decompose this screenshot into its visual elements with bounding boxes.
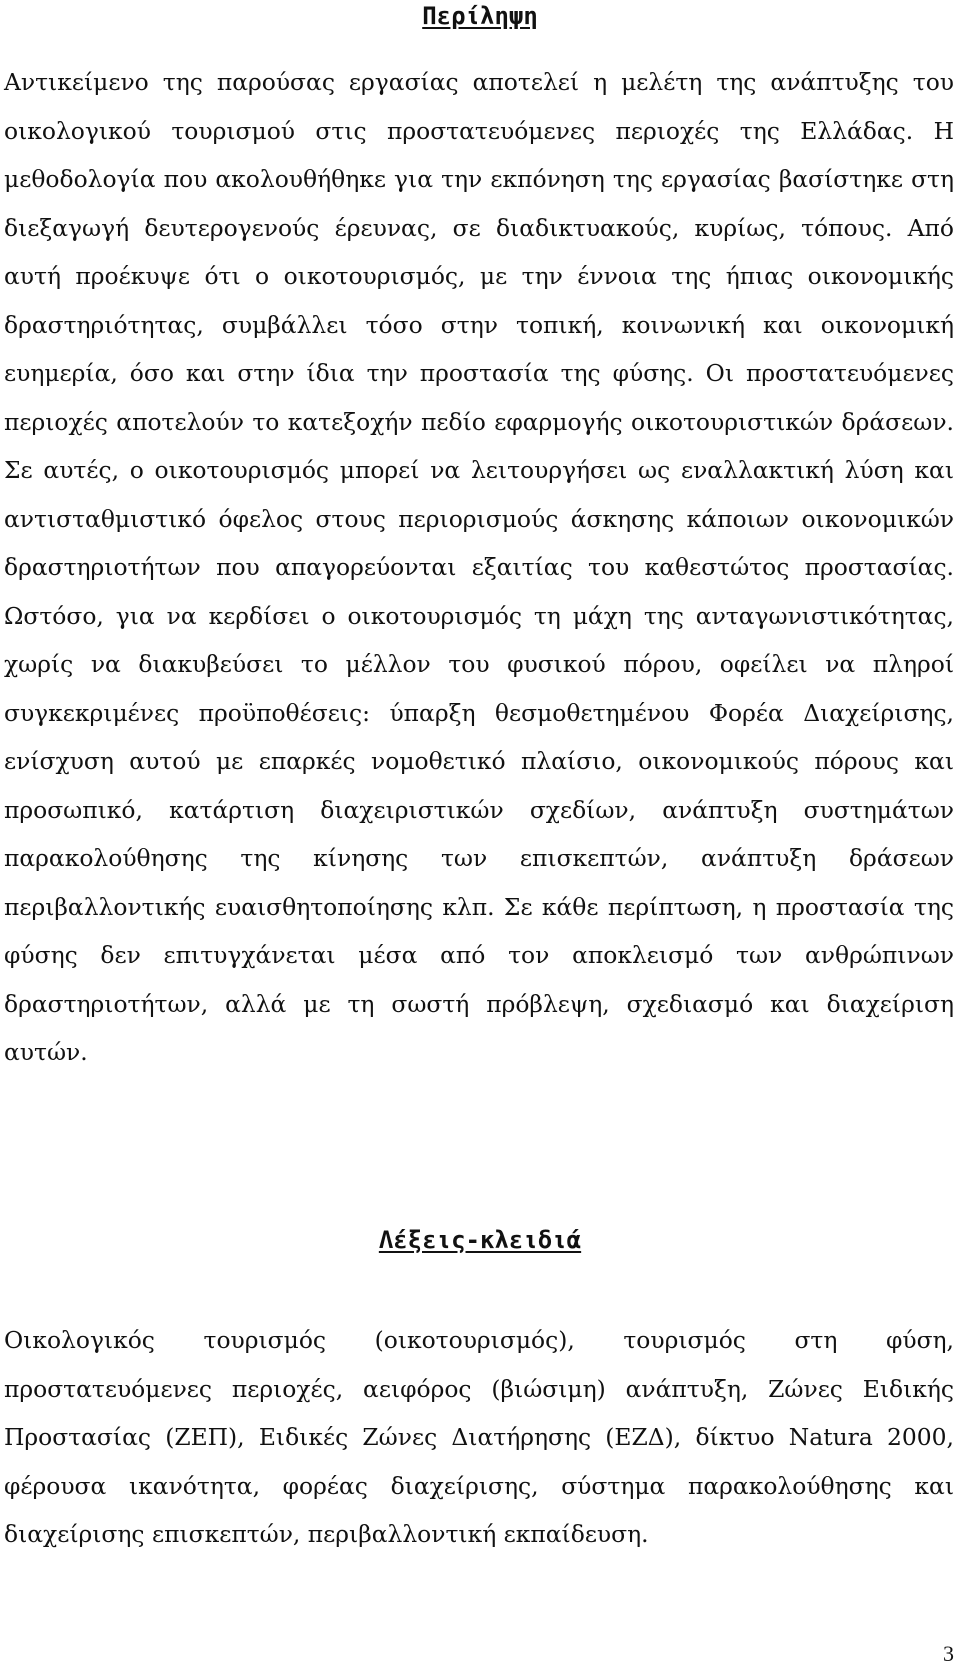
- page-number: 3: [943, 1641, 954, 1666]
- keywords-paragraph: Οικολογικός τουρισμός (οικοτουρισμός), τουρισμός στη φύση, προστατευόμενες περιοχές, αειφόρος (βιώσιμη) ανάπτυξη, Ζώνες Ειδικής Προστασίας (ΖΕΠ), Ειδικές Ζώνες Διατήρησης (ΕΖΔ), δίκτυο Natura 2000, φέρουσα ικανότητα, φορέας διαχείρισης, σύστημα παρακολούθησης και διαχείρισης επισκεπτών, περιβαλλοντική εκπαίδευση.: [4, 1326, 954, 1548]
- summary-paragraph: Αντικείμενο της παρούσας εργασίας αποτελεί η μελέτη της ανάπτυξης του οικολογικού τουρισμού στις προστατευόμενες περιοχές της Ελλάδας. Η μεθοδολογία που ακολουθήθηκε για την εκπόνηση της εργασίας βασίστηκε στη διεξαγωγή δευτερογενούς έρευνας, σε διαδικτυακούς, κυρίως, τόπους. Από αυτή προέκυψε ότι ο οικοτουρισμός, με την έννοια της ήπιας οικονομικής δραστηριότητας, συμβάλλει τόσο στην τοπική, κοινωνική και οικονομική ευημερία, όσο και στην ίδια την προστασία της φύσης. Οι προστατευόμενες περιοχές αποτελούν το κατεξοχήν πεδίο εφαρμογής οικοτουριστικών δράσεων. Σε αυτές, ο οικοτουρισμός μπορεί να λειτουργήσει ως εναλλακτική λύση και αντισταθμιστικό όφελος στους περιορισμούς άσκησης κάποιων οικονομικών δραστηριοτήτων που απαγορεύονται εξαιτίας του καθεστώτος προστασίας. Ωστόσο, για να κερδίσει ο οικοτουρισμός τη μάχη της ανταγωνιστικότητας, χωρίς να διακυβεύσει το μέλλον του φυσικού πόρου, οφείλει να πληροί συγκεκριμένες προϋποθέσεις: ύπαρξη θεσμοθετημένου Φορέα Διαχείρισης, ενίσχυση αυτού με επαρκές νομοθετικό πλαίσιο, οικονομικούς πόρους και προσωπικό, κατάρτιση διαχειριστικών σχεδίων, ανάπτυξη συστημάτων παρακολούθησης της κίνησης των επισκεπτών, ανάπτυξη δράσεων περιβαλλοντικής ευαισθητοποίησης κλπ. Σε κάθε περίπτωση, η προστασία της φύσης δεν επιτυγχάνεται μέσα από τον αποκλεισμό των ανθρώπινων δραστηριοτήτων, αλλά με τη σωστή πρόβλεψη, σχεδιασμό και διαχείριση αυτών.: [4, 68, 954, 1066]
- summary-heading: Περίληψη: [422, 2, 538, 30]
- keywords-heading: Λέξεις-κλειδιά: [378, 1226, 582, 1254]
